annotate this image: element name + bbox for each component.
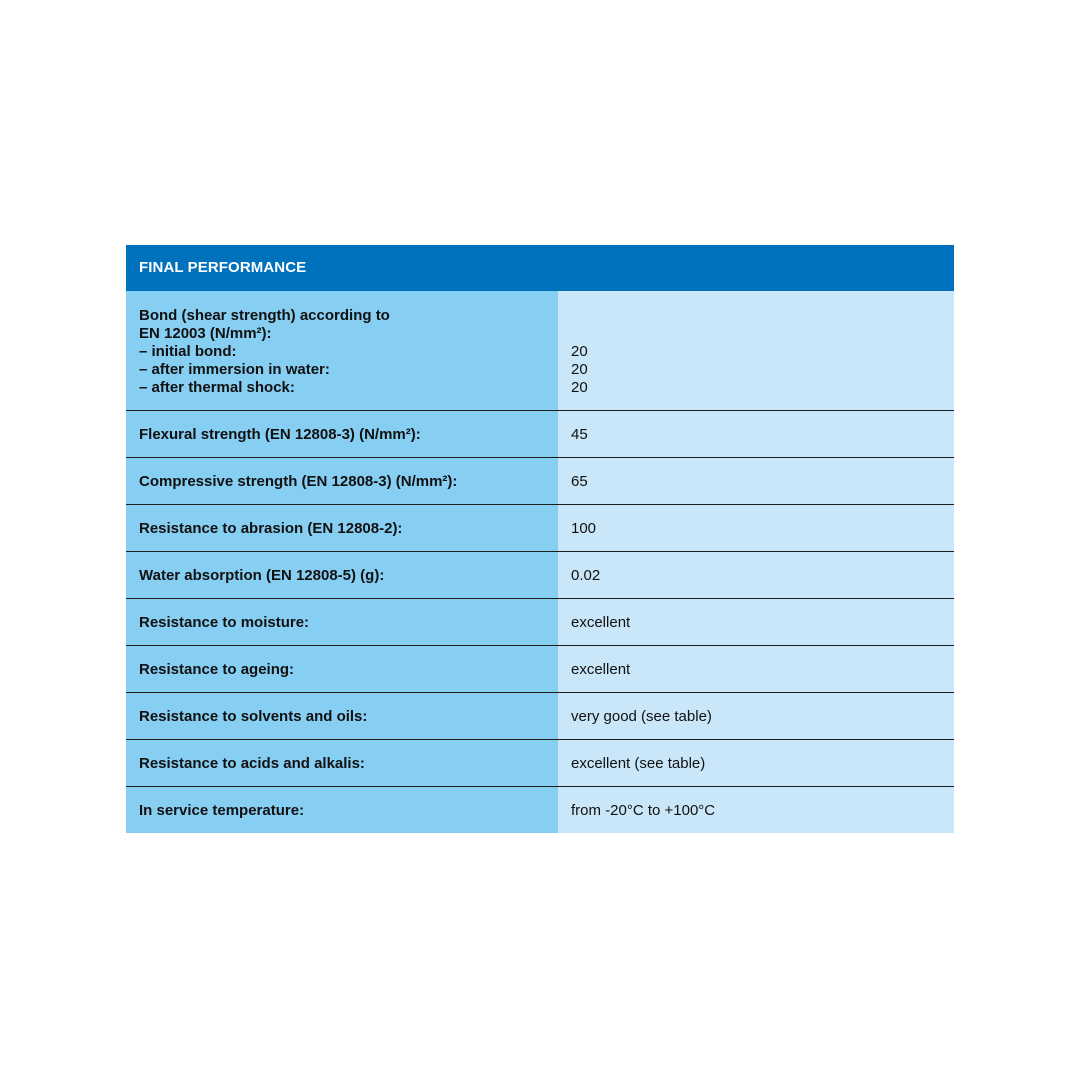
bond-label-line: – after immersion in water: — [139, 361, 330, 378]
bond-value-immersion: 20 — [571, 361, 588, 378]
row-value: 45 — [558, 411, 954, 457]
table-title: FINAL PERFORMANCE — [126, 245, 954, 291]
row-label: Water absorption (EN 12808-5) (g): — [126, 552, 558, 598]
row-value: 100 — [558, 505, 954, 551]
row-label: Resistance to moisture: — [126, 599, 558, 645]
bond-label-line: – initial bond: — [139, 343, 237, 360]
bond-label-line: EN 12003 (N/mm²): — [139, 325, 272, 342]
table-row — [126, 786, 954, 833]
row-value: 0.02 — [558, 552, 954, 598]
row-value: very good (see table) — [558, 693, 954, 739]
row-label: Resistance to acids and alkalis: — [126, 740, 558, 786]
row-value: excellent — [558, 599, 954, 645]
table-row — [126, 692, 954, 739]
table-row — [126, 739, 954, 786]
bond-value-cell — [558, 291, 954, 410]
table-row — [126, 410, 954, 457]
row-label: Resistance to ageing: — [126, 646, 558, 692]
bond-label-line: Bond (shear strength) according to — [139, 307, 390, 324]
row-label: Resistance to solvents and oils: — [126, 693, 558, 739]
table-row — [126, 504, 954, 551]
bond-value-initial: 20 — [571, 343, 588, 360]
table-row — [126, 457, 954, 504]
table-row — [126, 598, 954, 645]
table-row-bond — [126, 291, 954, 410]
row-value: from -20°C to +100°C — [558, 787, 954, 833]
row-label: In service temperature: — [126, 787, 558, 833]
bond-label-cell — [126, 291, 558, 410]
table-row — [126, 551, 954, 598]
row-label: Compressive strength (EN 12808-3) (N/mm²): — [126, 458, 558, 504]
final-performance-table — [126, 245, 954, 833]
table-row — [126, 645, 954, 692]
bond-value-thermal: 20 — [571, 379, 588, 396]
row-value: excellent — [558, 646, 954, 692]
row-value: 65 — [558, 458, 954, 504]
row-label: Resistance to abrasion (EN 12808-2): — [126, 505, 558, 551]
bond-label-line: – after thermal shock: — [139, 379, 295, 396]
row-value: excellent (see table) — [558, 740, 954, 786]
row-label: Flexural strength (EN 12808-3) (N/mm²): — [126, 411, 558, 457]
